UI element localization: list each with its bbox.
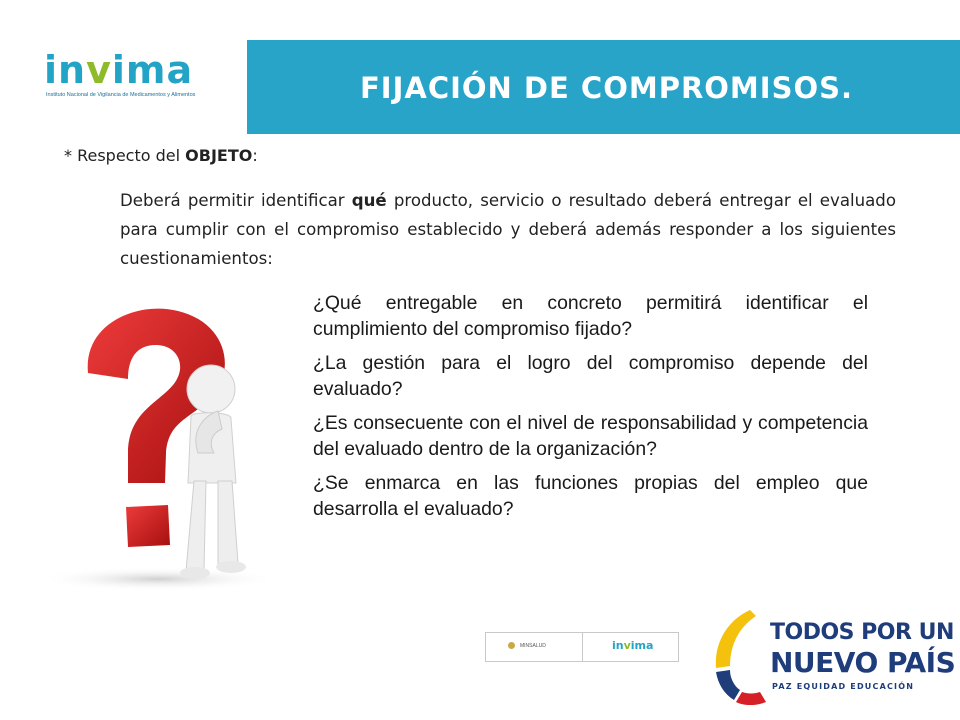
intro-prefix: * Respecto del bbox=[64, 146, 186, 165]
header-band bbox=[247, 40, 960, 134]
question-item-2: ¿La gestión para el logro del compromiso depende del evaluado? bbox=[313, 352, 868, 400]
question-item-4: ¿Se enmarca en las funciones propias del empleo que desarrolla el evaluado? bbox=[313, 472, 868, 520]
footer-logos-box bbox=[485, 632, 679, 662]
intro-line bbox=[64, 146, 258, 165]
ministry-emblem-icon bbox=[508, 642, 515, 649]
question-mark-illustration bbox=[28, 293, 294, 595]
question-item-1: ¿Qué entregable en concreto permitirá identificar el cumplimiento del compromiso fijado? bbox=[313, 292, 868, 340]
slogan-line-3: PAZ EQUIDAD EDUCACIÓN bbox=[772, 682, 915, 691]
question-item-3: ¿Es consecuente con el nivel de responsabilidad y competencia del evaluado dentro de la organización? bbox=[313, 412, 868, 460]
slogan-line-2: NUEVO PAÍS bbox=[770, 646, 956, 679]
logo-subtitle: Instituto Nacional de Vigilancia de Medicamentos y Alimentos bbox=[46, 92, 196, 98]
description-paragraph: Deberá permitir identificar qué producto, servicio o resultado deberá entregar el evaluado para cumplir con el compromiso establecido y deberá además responder a los siguientes cuestionamientos: bbox=[120, 191, 896, 268]
slide-title: FIJACIÓN DE COMPROMISOS. bbox=[360, 71, 854, 105]
intro-suffix: : bbox=[252, 146, 258, 165]
questions-list bbox=[313, 290, 868, 530]
intro-bold: OBJETO bbox=[185, 146, 253, 165]
invima-logo bbox=[40, 48, 220, 108]
ministry-logo bbox=[486, 633, 583, 661]
government-slogan bbox=[710, 606, 956, 706]
invima-mini-logo: invima bbox=[612, 639, 654, 652]
flag-swoosh-icon bbox=[710, 606, 774, 706]
slogan-line-1: TODOS POR UN bbox=[770, 620, 954, 645]
logo-wordmark: invima bbox=[44, 48, 194, 92]
ministry-label: MINSALUD bbox=[520, 643, 546, 649]
